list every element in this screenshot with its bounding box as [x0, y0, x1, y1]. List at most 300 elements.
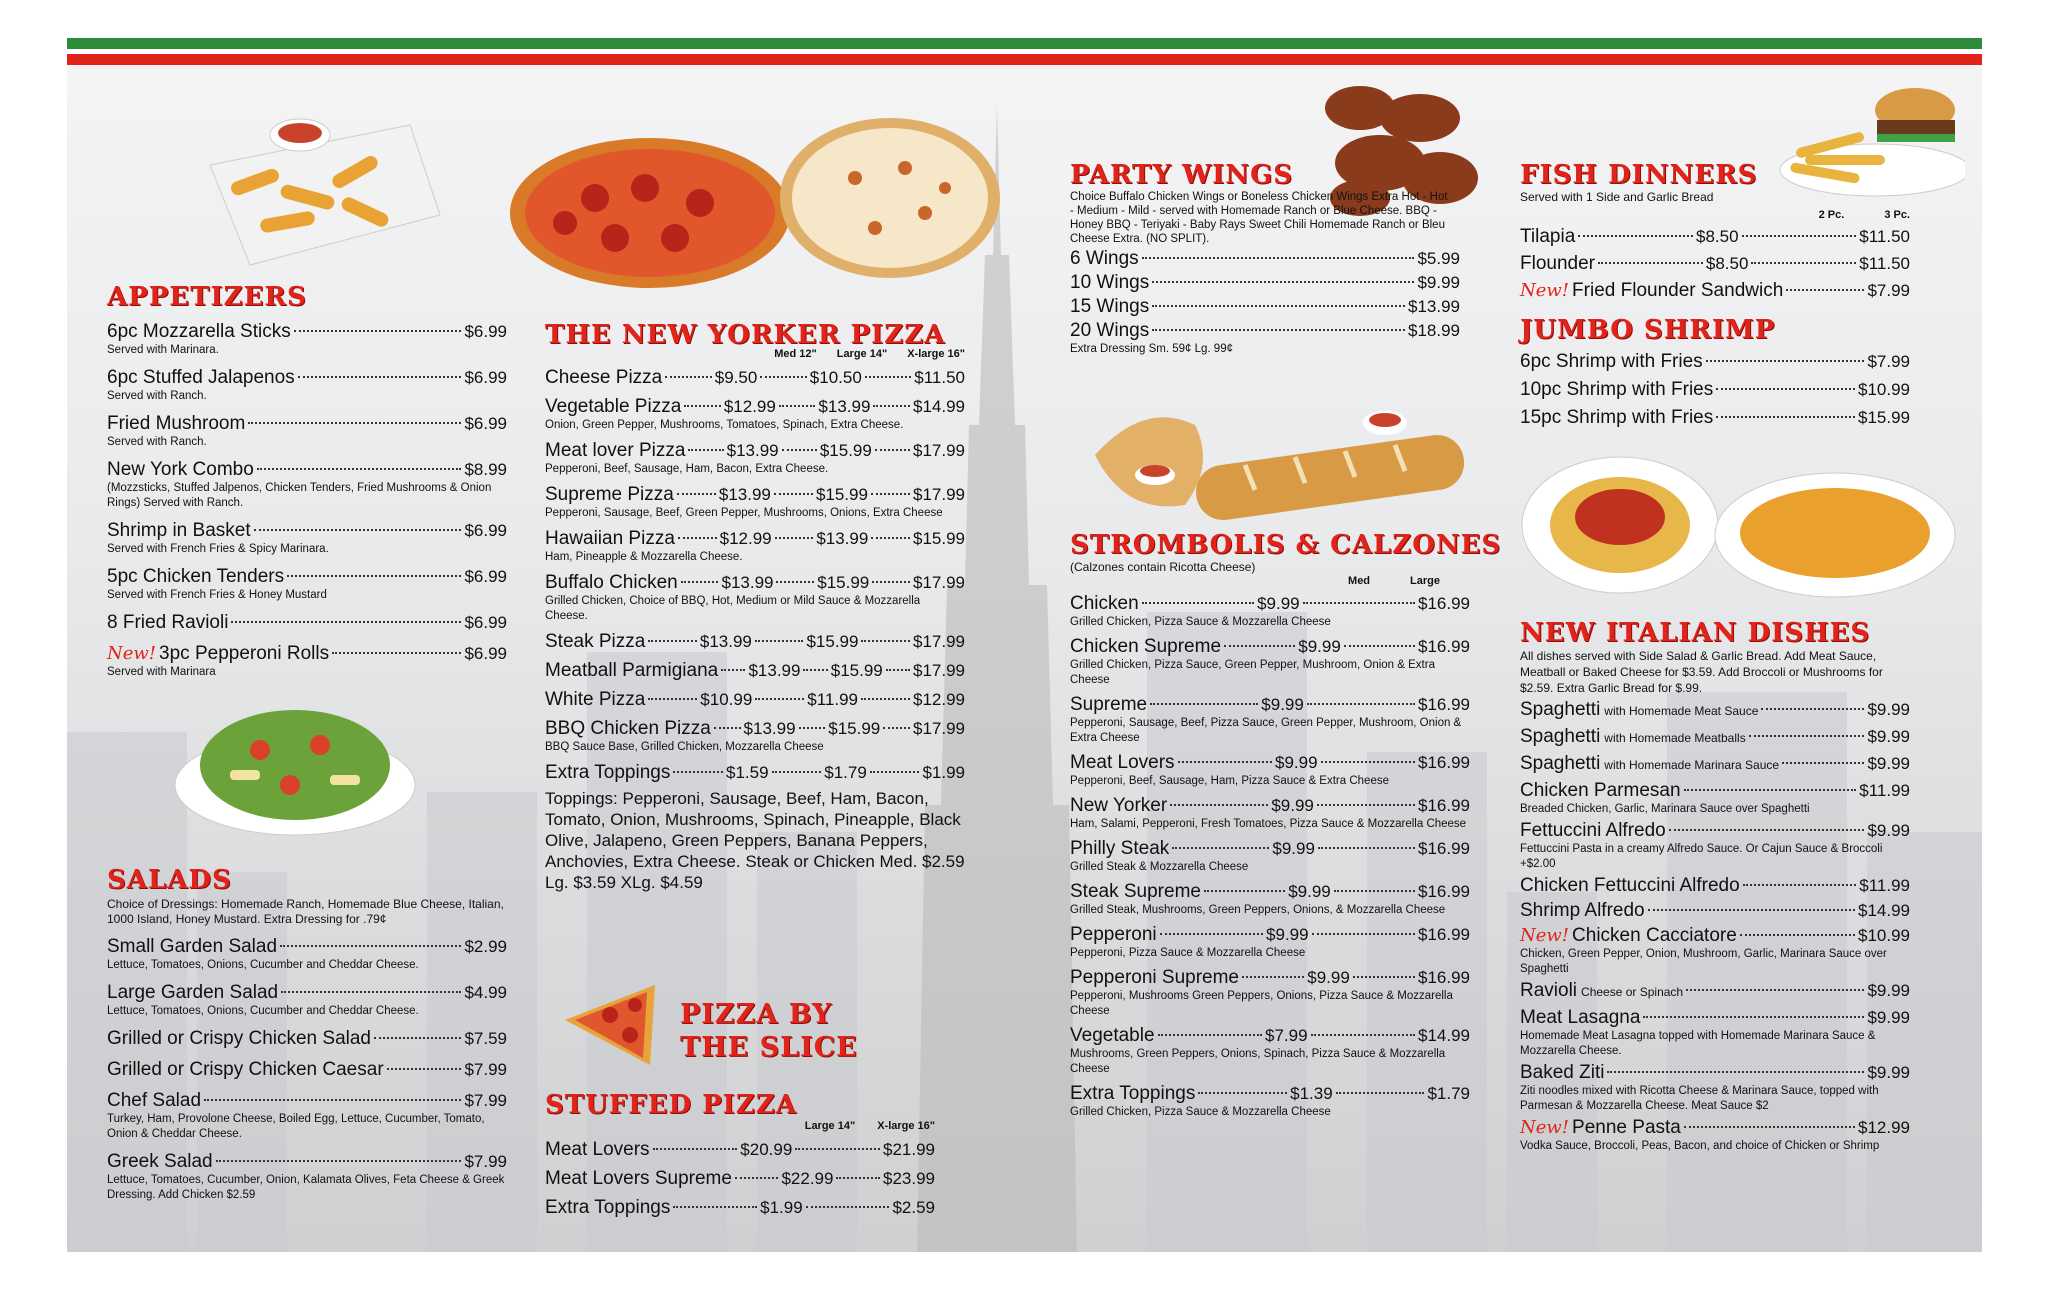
item-price: $12.99: [723, 397, 776, 416]
dot-leader: [257, 468, 462, 470]
item-name: Tilapia: [1520, 226, 1576, 247]
menu-item-row: [1520, 225, 1910, 248]
menu-item-row: [1520, 1006, 1910, 1029]
item-description: Served with French Fries & Honey Mustard: [107, 589, 327, 601]
item-description: Grilled Chicken, Pizza Sauce & Mozzarella Cheese: [1070, 616, 1331, 628]
item-price: $9.99: [1417, 273, 1460, 292]
item-name: Fried Mushroom: [107, 413, 246, 434]
item-price: $13.99: [699, 632, 752, 651]
dot-leader: [782, 449, 817, 451]
stuffed-list: [545, 1138, 935, 1219]
item-price: $17.99: [913, 661, 965, 680]
item-price: $8.50: [1705, 254, 1749, 273]
dot-leader: [803, 669, 827, 671]
salad-photo: [170, 690, 420, 840]
menu-item-row: [107, 458, 507, 481]
fish-title: FISH DINNERS: [1520, 160, 1758, 190]
item-name: BBQ Chicken Pizza: [545, 718, 711, 739]
column-fish: [1520, 160, 1910, 302]
item-price: $4.99: [464, 983, 507, 1002]
dot-leader: [1782, 762, 1864, 764]
item-name: Extra Toppings: [545, 1197, 671, 1218]
menu-item: [1070, 295, 1460, 318]
menu-item: [1520, 819, 1910, 872]
new-badge: New!: [1520, 280, 1570, 301]
menu-item-row: [107, 1058, 507, 1081]
item-name: Shrimp Alfredo: [1520, 900, 1645, 921]
item-description: Served with Ranch.: [107, 436, 207, 448]
item-price: $1.79: [824, 763, 867, 782]
menu-item: [1520, 1116, 1910, 1154]
menu-item: [1070, 837, 1470, 875]
menu-item-row: [1520, 279, 1910, 302]
menu-item: [107, 366, 507, 404]
salads-title: SALADS: [107, 865, 232, 895]
fish-list: [1520, 225, 1910, 275]
column-appetizers-salads: [107, 282, 507, 680]
menu-item-row: [545, 761, 965, 784]
stromboli-calzone-photo: [1085, 395, 1475, 525]
item-name: Grilled or Crispy Chicken Salad: [107, 1028, 371, 1049]
menu-item-row: [545, 366, 965, 389]
item-description: Pepperoni, Mushrooms Green Peppers, Onions, Pizza Sauce & Mozzarella Cheese: [1070, 990, 1453, 1017]
item-price: $13.99: [743, 719, 796, 738]
item-price: $7.99: [1265, 1026, 1308, 1045]
menu-item: [545, 1196, 935, 1219]
menu-item-row: [1070, 319, 1460, 342]
item-name: 20 Wings: [1070, 320, 1150, 341]
item-name: Pepperoni: [1070, 924, 1157, 945]
menu-item-row: [1520, 899, 1910, 922]
menu-item-row: [545, 659, 965, 682]
dot-leader: [1317, 804, 1415, 806]
dot-leader: [280, 945, 461, 947]
item-name: 6pc Stuffed Jalapenos: [107, 367, 295, 388]
menu-item: [1520, 225, 1910, 248]
dot-leader: [374, 1037, 461, 1039]
item-name: Chicken Supreme: [1070, 636, 1222, 657]
dot-leader: [204, 1099, 461, 1101]
dot-leader: [287, 575, 461, 577]
ny-pizza-title: THE NEW YORKER PIZZA: [545, 320, 946, 350]
item-description: Grilled Chicken, Choice of BBQ, Hot, Medium or Mild Sauce & Mozzarella Cheese.: [545, 595, 921, 622]
stuffed-sizes: [545, 1120, 935, 1132]
item-subtitle: with Homemade Meatballs: [1604, 731, 1746, 745]
item-name: Cheese Pizza: [545, 367, 663, 388]
item-price: $22.99: [781, 1169, 834, 1188]
item-price: $16.99: [1418, 753, 1470, 772]
dot-leader: [1336, 1092, 1425, 1094]
item-price: $8.99: [464, 460, 507, 479]
dot-leader: [1321, 761, 1415, 763]
item-description: Lettuce, Tomatoes, Onions, Cucumber and Cheddar Cheese.: [107, 1005, 419, 1017]
item-price: $18.99: [1408, 321, 1460, 340]
menu-item: [1520, 279, 1910, 302]
fish-note: Served with 1 Side and Garlic Bread: [1520, 190, 1714, 204]
item-price: $11.99: [1859, 781, 1910, 800]
item-price: $9.99: [1867, 1063, 1910, 1082]
item-name: Pepperoni Supreme: [1070, 967, 1239, 988]
menu-item-row: [545, 439, 965, 462]
menu-item: [1520, 378, 1910, 401]
item-description: Grilled Chicken, Pizza Sauce, Green Pepper, Mushroom, Onion & Extra Cheese: [1070, 659, 1435, 686]
dot-leader: [1160, 933, 1263, 935]
item-price: $9.99: [1867, 821, 1910, 840]
dot-leader: [1334, 890, 1415, 892]
dot-leader: [871, 537, 910, 539]
item-price: $17.99: [912, 485, 965, 504]
item-price: $6.99: [464, 521, 507, 540]
size-label: Med: [1348, 575, 1371, 587]
stromboli-sizes: [1070, 575, 1470, 587]
menu-item: [1520, 406, 1910, 429]
menu-item: [1520, 899, 1910, 922]
item-name: Spaghetti: [1520, 726, 1601, 747]
item-price: $15.99: [806, 632, 859, 651]
menu-item-row: [107, 412, 507, 435]
fish-sizes: [1520, 209, 1910, 221]
menu-item: [107, 565, 507, 603]
menu-item: [545, 439, 965, 477]
dot-leader: [772, 771, 822, 773]
item-subtitle: with Homemade Meat Sauce: [1604, 704, 1759, 718]
dot-leader: [861, 640, 910, 642]
item-name: 10 Wings: [1070, 272, 1150, 293]
item-price: $15.99: [828, 719, 881, 738]
dot-leader: [779, 405, 816, 407]
dot-leader: [774, 493, 813, 495]
pizza-by-slice: [680, 998, 920, 1064]
size-label: Large 14": [836, 348, 888, 360]
item-name: Greek Salad: [107, 1151, 213, 1172]
item-description: Ham, Pineapple & Mozzarella Cheese.: [545, 551, 743, 563]
salads-note: Choice of Dressings: Homemade Ranch, Homemade Blue Cheese, Italian, 1000 Island, Honey Mustard. Extra Dressing for .79¢: [107, 897, 504, 926]
item-description: Served with Marinara.: [107, 344, 219, 356]
item-price: $15.99: [817, 573, 870, 592]
menu-item-row: [1070, 693, 1470, 716]
menu-item: [1520, 779, 1910, 817]
item-price: $11.99: [1859, 876, 1910, 895]
item-price: $9.99: [1867, 754, 1910, 773]
dot-leader: [1152, 281, 1414, 283]
menu-item-row: [1520, 874, 1910, 897]
size-label: X-large 16": [877, 1120, 935, 1132]
item-price: $20.99: [740, 1140, 793, 1159]
menu-item-row: [107, 1089, 507, 1112]
menu-item-row: [545, 395, 965, 418]
menu-item-row: [107, 611, 507, 634]
menu-item-row: [107, 565, 507, 588]
menu-item-row: [1520, 779, 1910, 802]
wings-title: PARTY WINGS: [1070, 160, 1294, 190]
dot-leader: [1749, 735, 1865, 737]
item-price: $2.99: [464, 937, 507, 956]
size-label: Large: [1410, 575, 1440, 587]
menu-item: [1520, 252, 1910, 275]
dot-leader: [248, 422, 461, 424]
new-badge: New!: [1520, 925, 1570, 946]
item-description: Onion, Green Pepper, Mushrooms, Tomatoes, Spinach, Extra Cheese.: [545, 419, 904, 431]
item-price: $16.99: [1418, 796, 1470, 815]
menu-item-row: [545, 1196, 935, 1219]
new-badge: New!: [107, 643, 157, 664]
menu-item: [1520, 350, 1910, 373]
menu-item: [545, 395, 965, 433]
slice-line1: PIZZA BY: [680, 999, 833, 1030]
item-name: New York Combo: [107, 459, 254, 480]
item-description: Pepperoni, Sausage, Beef, Green Pepper, Mushrooms, Onions, Extra Cheese: [545, 507, 943, 519]
item-description: Pepperoni, Sausage, Beef, Pizza Sauce, Green Pepper, Mushroom, Onion & Extra Cheese: [1070, 717, 1462, 744]
item-price: $17.99: [913, 719, 965, 738]
menu-item-row: [1070, 923, 1470, 946]
dot-leader: [216, 1160, 462, 1162]
menu-item-row: [1070, 837, 1470, 860]
item-price: $9.99: [1298, 637, 1341, 656]
dot-leader: [1224, 645, 1295, 647]
dot-leader: [865, 376, 912, 378]
item-description: Ham, Salami, Pepperoni, Fresh Tomatoes, Pizza Sauce & Mozzarella Cheese: [1070, 818, 1467, 830]
menu-item-row: [1520, 752, 1910, 777]
item-price: $6.99: [464, 368, 507, 387]
dot-leader: [861, 698, 910, 700]
dot-leader: [871, 493, 910, 495]
dot-leader: [755, 640, 804, 642]
item-name: 6pc Mozzarella Sticks: [107, 321, 291, 342]
menu-item: [107, 935, 507, 973]
menu-item: [107, 1150, 507, 1203]
item-name: Small Garden Salad: [107, 936, 278, 957]
dot-leader: [281, 991, 461, 993]
item-description: Served with French Fries & Spicy Marinara.: [107, 543, 329, 555]
item-name: New Yorker: [1070, 795, 1168, 816]
item-description: Homemade Meat Lasagna topped with Homemade Marinara Sauce & Mozzarella Cheese.: [1520, 1030, 1876, 1057]
item-price: $11.50: [914, 368, 966, 387]
dot-leader: [1648, 909, 1855, 911]
item-name: Penne Pasta: [1572, 1117, 1681, 1138]
pizza-slice-photo: [555, 980, 665, 1070]
item-price: $10.99: [1858, 926, 1910, 945]
menu-item: [1070, 880, 1470, 918]
menu-item-row: [1070, 794, 1470, 817]
menu-item-row: [545, 1138, 935, 1161]
column-salads: [107, 865, 507, 1203]
menu-item: [1520, 979, 1910, 1004]
shrimp-title: JUMBO SHRIMP: [1520, 315, 1776, 345]
menu-item-row: [545, 717, 965, 740]
item-price: $10.50: [809, 368, 862, 387]
item-price: $9.99: [1272, 839, 1315, 858]
menu-item-row: [107, 320, 507, 343]
item-price: $9.99: [1867, 700, 1910, 719]
dot-leader: [875, 449, 910, 451]
fish-sandwich: [1520, 279, 1910, 302]
dot-leader: [1170, 804, 1268, 806]
dot-leader: [1142, 602, 1254, 604]
dot-leader: [775, 537, 814, 539]
item-price: $1.99: [922, 763, 965, 782]
dot-leader: [1172, 847, 1269, 849]
item-price: $1.39: [1290, 1084, 1333, 1103]
item-name: Extra Toppings: [1070, 1083, 1196, 1104]
item-name: Ravioli: [1520, 980, 1578, 1001]
dot-leader: [1344, 645, 1415, 647]
item-price: $15.99: [830, 661, 883, 680]
dot-leader: [1353, 976, 1415, 978]
menu-item-row: [545, 483, 965, 506]
item-price: $14.99: [1858, 901, 1910, 920]
item-name: 6pc Shrimp with Fries: [1520, 351, 1703, 372]
item-price: $13.99: [721, 573, 774, 592]
menu-item-row: [1520, 924, 1910, 947]
dot-leader: [1152, 305, 1405, 307]
item-price: $9.99: [1867, 981, 1910, 1000]
dot-leader: [873, 405, 910, 407]
dot-leader: [665, 376, 712, 378]
item-name: Flounder: [1520, 253, 1595, 274]
item-description: Mushrooms, Green Peppers, Onions, Spinach, Pizza Sauce & Mozzarella Cheese: [1070, 1048, 1446, 1075]
menu-item: [107, 1058, 507, 1081]
menu-item: [1520, 1006, 1910, 1059]
menu-item: [107, 1089, 507, 1142]
menu-item-row: [1070, 635, 1470, 658]
menu-item-row: [1070, 880, 1470, 903]
item-price: $9.99: [1271, 796, 1314, 815]
dot-leader: [677, 493, 716, 495]
column-ny-pizza: [545, 320, 965, 893]
item-price: $6.99: [464, 613, 507, 632]
item-name: 8 Fried Ravioli: [107, 612, 229, 633]
menu-item: [1070, 751, 1470, 789]
menu-item-row: [1070, 751, 1470, 774]
item-price: $1.79: [1427, 1084, 1470, 1103]
item-price: $10.99: [700, 690, 753, 709]
item-name: Supreme Pizza: [545, 484, 674, 505]
menu-item-row: [1520, 1061, 1910, 1084]
menu-item: [1520, 725, 1910, 750]
item-name: Philly Steak: [1070, 838, 1170, 859]
dot-leader: [688, 449, 723, 451]
dot-leader: [1686, 989, 1864, 991]
menu-item: [1520, 874, 1910, 897]
dot-leader: [1716, 416, 1855, 418]
menu-item: [1070, 966, 1470, 1019]
dot-leader: [1303, 602, 1415, 604]
item-description: Served with Ranch.: [107, 390, 207, 402]
wings-note: Choice Buffalo Chicken Wings or Boneless Chicken Wings Extra Hot - Hot - Medium - Mild - served with Homemade Ranch or Blue Cheese. BBQ - Honey BBQ - Teriyaki - Baby Rays Sweet Chili Homemade Ranch or Bleu Cheese Extra. (NO SPLIT).: [1070, 191, 1448, 245]
menu-item-row: [1520, 979, 1910, 1004]
item-price: $8.50: [1696, 227, 1739, 246]
item-price: $16.99: [1418, 695, 1470, 714]
menu-item-row: [1520, 819, 1910, 842]
dot-leader: [332, 652, 461, 654]
item-price: $6.99: [464, 322, 507, 341]
dot-leader: [1152, 329, 1405, 331]
item-description: Breaded Chicken, Garlic, Marinara Sauce over Spaghetti: [1520, 803, 1810, 815]
item-name: Vegetable: [1070, 1025, 1155, 1046]
pizza-photo: [505, 118, 1005, 298]
menu-item-row: [1070, 271, 1460, 294]
menu-item: [107, 981, 507, 1019]
size-label: Med 12": [774, 348, 817, 360]
item-name: Large Garden Salad: [107, 982, 279, 1003]
item-price: $13.99: [718, 485, 771, 504]
item-name: 5pc Chicken Tenders: [107, 566, 285, 587]
item-price: $23.99: [883, 1169, 936, 1188]
item-description: Pepperoni, Beef, Sausage, Ham, Bacon, Extra Cheese.: [545, 463, 829, 475]
dot-leader: [653, 1148, 738, 1150]
dot-leader: [1706, 360, 1865, 362]
menu-item: [107, 412, 507, 450]
column-wings: [1070, 160, 1460, 357]
column-italian: [1520, 618, 1910, 1154]
item-price: $15.99: [815, 485, 868, 504]
item-name: Meat Lovers: [1070, 752, 1175, 773]
item-price: $13.99: [1408, 297, 1460, 316]
item-description: Pepperoni, Pizza Sauce & Mozzarella Cheese: [1070, 947, 1306, 959]
item-price: $13.99: [748, 661, 801, 680]
dot-leader: [1307, 703, 1415, 705]
dot-leader: [1740, 934, 1855, 936]
item-description: Vodka Sauce, Broccoli, Peas, Bacon, and choice of Chicken or Shrimp: [1520, 1140, 1880, 1152]
stuffed-title: STUFFED PIZZA: [545, 1090, 797, 1120]
stromboli-note: (Calzones contain Ricotta Cheese): [1070, 560, 1256, 574]
item-price: $9.50: [714, 368, 758, 387]
dot-leader: [294, 330, 462, 332]
dot-leader: [678, 537, 717, 539]
dot-leader: [1716, 388, 1855, 390]
menu-item: [107, 642, 507, 680]
menu-item-row: [1520, 252, 1910, 275]
item-name: 15 Wings: [1070, 296, 1150, 317]
dot-leader: [806, 1206, 890, 1208]
menu-item-row: [107, 1150, 507, 1173]
dot-leader: [1669, 829, 1865, 831]
menu-item-row: [545, 527, 965, 550]
item-name: Grilled or Crispy Chicken Caesar: [107, 1059, 384, 1080]
item-price: $7.99: [464, 1060, 507, 1079]
dot-leader: [1742, 235, 1857, 237]
item-price: $16.99: [1418, 637, 1471, 656]
item-name: Spaghetti: [1520, 753, 1601, 774]
item-price: $9.99: [1266, 925, 1309, 944]
menu-item-row: [545, 688, 965, 711]
menu-item-row: [545, 571, 965, 594]
item-price: $7.59: [464, 1029, 507, 1048]
item-description: BBQ Sauce Base, Grilled Chicken, Mozzarella Cheese: [545, 741, 824, 753]
item-price: $11.99: [807, 690, 859, 709]
menu-item-row: [1070, 1082, 1470, 1105]
item-price: $7.99: [464, 1152, 507, 1171]
item-description: (Mozzsticks, Stuffed Jalpenos, Chicken Tenders, Fried Mushrooms & Onion Rings) Served with Ranch.: [107, 482, 492, 509]
item-price: $9.99: [1261, 695, 1304, 714]
item-price: $9.99: [1867, 1008, 1910, 1027]
menu-item-row: [1520, 725, 1910, 750]
menu-item-row: [1070, 966, 1470, 989]
item-name: Meat Lasagna: [1520, 1007, 1641, 1028]
item-description: Grilled Chicken, Pizza Sauce & Mozzarella Cheese: [1070, 1106, 1331, 1118]
menu-item-row: [107, 981, 507, 1004]
size-label: 3 Pc.: [1884, 209, 1910, 221]
item-name: Steak Pizza: [545, 631, 646, 652]
item-price: $15.99: [819, 441, 872, 460]
item-price: $17.99: [912, 573, 965, 592]
menu-item-row: [1070, 247, 1460, 270]
item-name: Chicken Fettuccini Alfredo: [1520, 875, 1740, 896]
item-price: $13.99: [816, 529, 869, 548]
menu-item: [1070, 693, 1470, 746]
italian-dishes-photo: [1520, 455, 1960, 605]
menu-item: [1520, 752, 1910, 777]
